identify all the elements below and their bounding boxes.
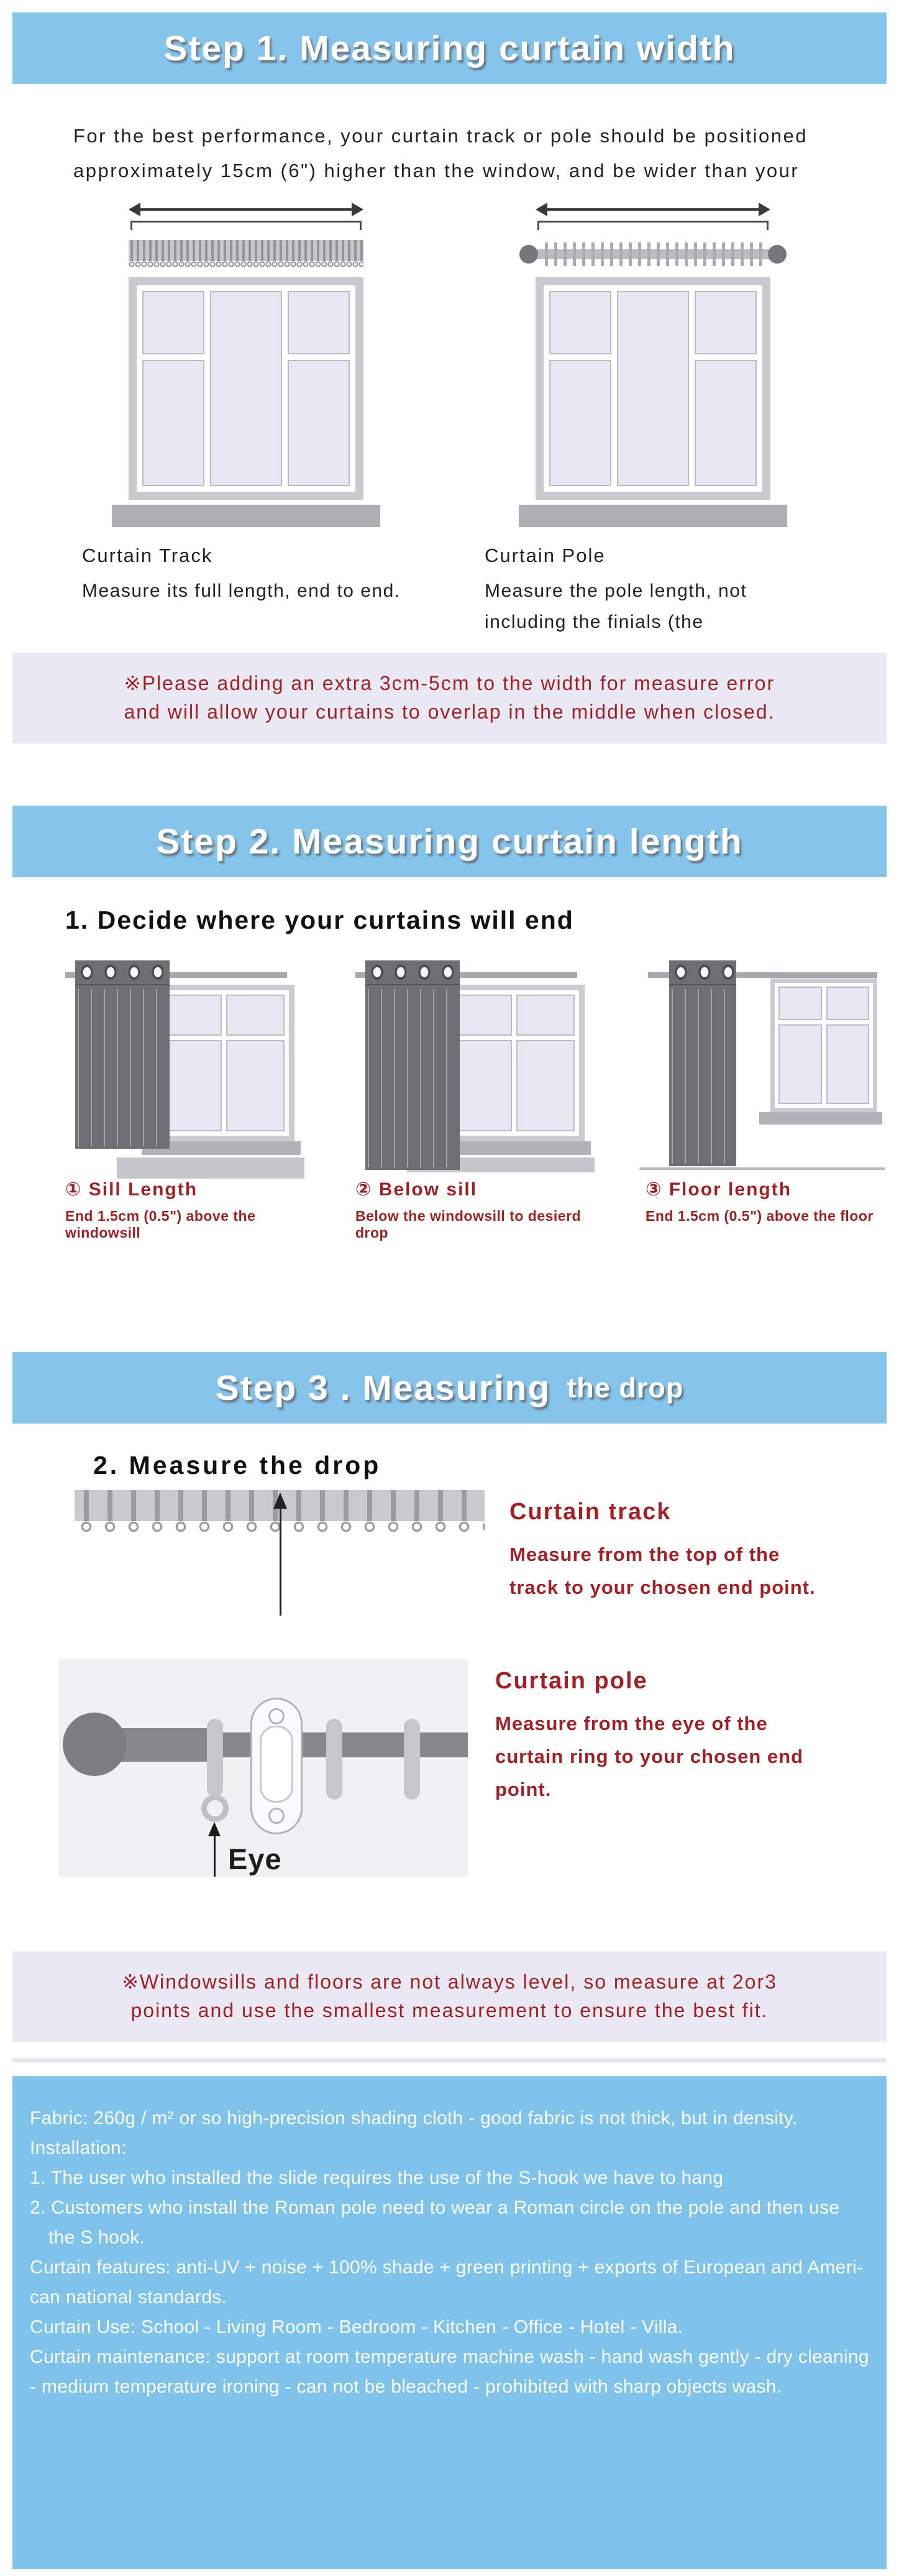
finial-icon bbox=[768, 245, 787, 264]
floor-length-illustration bbox=[639, 951, 885, 1170]
window-right-column bbox=[695, 291, 757, 486]
below-sill-title: ② Below sill bbox=[355, 1179, 478, 1200]
footer-install-step-2: 2. Customers who install the Roman pole need to wear a Roman circle on the pole and then use bbox=[30, 2197, 840, 2218]
step3-banner-title: Step 3 . Measuring bbox=[215, 1368, 551, 1408]
below-sill-desc: Below the windowsill to desierd drop bbox=[355, 1208, 582, 1241]
curtain-pole-body-2: curtain ring to your chosen end bbox=[495, 1746, 804, 1767]
curtain-pole-heading: Curtain pole bbox=[495, 1668, 648, 1694]
curtain-track-label-title: Curtain Track bbox=[82, 545, 213, 566]
curtain-pole-label bbox=[485, 545, 887, 638]
footer-features-line: Curtain features: anti-UV + noise + 100% shade + green printing + exports of European and Ameri- bbox=[30, 2257, 864, 2278]
length-option-diagrams bbox=[59, 951, 899, 1170]
step1-banner-title: Step 1. Measuring curtain width bbox=[163, 28, 736, 68]
measure-bracket-icon bbox=[130, 221, 362, 230]
window-pane bbox=[617, 291, 689, 486]
product-info-footer bbox=[12, 2076, 887, 2569]
step3-banner bbox=[12, 1352, 887, 1424]
window-pane bbox=[210, 291, 282, 486]
eye-ring-icon bbox=[207, 1719, 223, 1797]
measure-drop-heading: 2. Measure the drop bbox=[93, 1451, 381, 1479]
section-divider bbox=[12, 2058, 887, 2063]
pole-rings-icon bbox=[542, 242, 764, 266]
finial-icon bbox=[519, 245, 538, 264]
wall-bracket-icon bbox=[250, 1698, 303, 1834]
window-pane bbox=[142, 360, 204, 486]
width-diagram-labels bbox=[82, 545, 899, 638]
step3-banner-subtitle: the drop bbox=[567, 1371, 684, 1404]
footer-installation-line: Installation: bbox=[30, 2138, 127, 2158]
window-pane bbox=[288, 360, 350, 486]
track-drop-section bbox=[75, 1490, 899, 1622]
curtain-ring-icon bbox=[404, 1719, 420, 1800]
curtain-track-text bbox=[509, 1499, 816, 1622]
window-pane bbox=[826, 1024, 870, 1104]
window-illustration bbox=[536, 277, 770, 500]
footer-install-step-1: 1. The user who installed the slide requires the use of the S-hook we have to hang bbox=[30, 2168, 724, 2188]
window-pane bbox=[453, 1040, 512, 1131]
grommet-curtain-illustration bbox=[75, 960, 170, 1149]
curtain-track-label bbox=[82, 545, 485, 638]
windowsill-illustration bbox=[759, 1112, 882, 1125]
window-column bbox=[826, 987, 870, 1104]
footer-features-line-2: can national standards. bbox=[30, 2287, 227, 2307]
window-pane bbox=[778, 1024, 822, 1104]
window-pane bbox=[516, 1040, 575, 1131]
grommet-curtain-illustration bbox=[669, 960, 736, 1166]
window-pane bbox=[778, 987, 822, 1020]
grommets-icon bbox=[365, 960, 460, 985]
floor-line bbox=[639, 1167, 885, 1170]
curtain-pole-body-1: Measure from the eye of the bbox=[495, 1713, 768, 1734]
curtain-track-diagram bbox=[46, 195, 447, 527]
grommet-curtain-illustration bbox=[365, 960, 460, 1170]
curtain-track-illustration bbox=[129, 240, 363, 261]
window-pane bbox=[549, 360, 611, 486]
below-sill-illustration bbox=[349, 951, 595, 1170]
width-arrow-icon bbox=[547, 208, 759, 211]
window-column bbox=[226, 995, 285, 1131]
eye-label: Eye bbox=[228, 1842, 282, 1875]
bracket-slot bbox=[260, 1726, 293, 1803]
footer-install-step-2b: the S hook. bbox=[48, 2227, 145, 2248]
window-pane bbox=[163, 1040, 222, 1131]
curtain-track-body-2: track to your chosen end point. bbox=[509, 1576, 816, 1598]
width-arrow-icon bbox=[140, 208, 352, 211]
window-left-column bbox=[549, 291, 611, 486]
sill-length-illustration bbox=[59, 951, 304, 1170]
length-option-labels bbox=[65, 1179, 899, 1241]
window-pane bbox=[695, 291, 757, 354]
wall-ledge bbox=[117, 1157, 304, 1179]
width-diagrams bbox=[0, 195, 899, 527]
windowsill-illustration bbox=[519, 505, 787, 527]
pole-drop-section bbox=[59, 1659, 899, 1877]
curtain-track-body-1: Measure from the top of the bbox=[509, 1543, 780, 1565]
grommets-icon bbox=[75, 960, 170, 985]
footer-use-line: Curtain Use: School - Living Room - Bedroom - Kitchen - Office - Hotel - Villa. bbox=[30, 2317, 683, 2337]
step2-banner bbox=[12, 806, 887, 877]
window-column bbox=[163, 995, 222, 1131]
decide-heading: 1. Decide where your curtains will end bbox=[65, 906, 574, 934]
curtain-pole-illustration bbox=[519, 240, 787, 269]
up-arrow-icon bbox=[214, 1834, 216, 1877]
footer-fabric-line: Fabric: 260g / m² or so high-precision shading cloth - good fabric is not thick, but in density. bbox=[30, 2108, 798, 2128]
footer-maintenance-line: Curtain maintenance: support at room temperature machine wash - hand wash gently - dry cleaning bbox=[30, 2347, 869, 2367]
curtain-pole-body-3: point. bbox=[495, 1778, 552, 1800]
window-pane bbox=[142, 291, 204, 354]
window-pane bbox=[453, 995, 512, 1036]
curtain-pole-label-body-2: including the finials (the bbox=[485, 612, 704, 632]
level-note-line-1: ※Windowsills and floors are not always level, so measure at 2or3 bbox=[122, 1971, 777, 1993]
grommets-icon bbox=[669, 960, 736, 985]
step2-banner-title: Step 2. Measuring curtain length bbox=[156, 821, 743, 862]
width-note-line-1: ※Please adding an extra 3cm-5cm to the width for measure error bbox=[124, 672, 775, 694]
window-pane bbox=[163, 995, 222, 1036]
intro-text bbox=[73, 119, 899, 188]
intro-line-2: approximately 15cm (6") higher than the window, and be wider than your bbox=[73, 160, 800, 182]
window-left-column bbox=[142, 291, 204, 486]
floor-length-title: ③ Floor length bbox=[646, 1179, 792, 1200]
width-note-line-2: and will allow your curtains to overlap in the middle when closed. bbox=[124, 701, 775, 723]
curtain-ring-icon bbox=[326, 1719, 342, 1800]
window-illustration bbox=[443, 985, 585, 1141]
window-right-column bbox=[288, 291, 350, 486]
below-sill-label bbox=[355, 1179, 601, 1241]
track-glider-hooks-icon bbox=[129, 261, 363, 269]
level-note bbox=[12, 1951, 887, 2042]
sill-length-title: ① Sill Length bbox=[65, 1179, 198, 1200]
curtain-pole-label-body-1: Measure the pole length, not bbox=[485, 581, 747, 601]
window-pane bbox=[288, 291, 350, 354]
window-pane bbox=[516, 995, 575, 1036]
footer-maintenance-line-2: - medium temperature ironing - can not be bleached - prohibited with sharp objects wash. bbox=[30, 2376, 782, 2397]
curtain-pole-text bbox=[495, 1668, 803, 1877]
window-column bbox=[453, 995, 512, 1131]
window-column bbox=[516, 995, 575, 1131]
window-pane bbox=[226, 995, 285, 1036]
sill-length-label bbox=[65, 1179, 311, 1241]
sill-length-desc: End 1.5cm (0.5") above the windowsill bbox=[65, 1208, 256, 1241]
intro-line-1: For the best performance, your curtain track or pole should be positioned bbox=[73, 125, 808, 147]
window-illustration bbox=[129, 277, 363, 500]
step1-banner bbox=[12, 12, 887, 84]
curtain-track-heading: Curtain track bbox=[509, 1499, 672, 1525]
floor-length-desc: End 1.5cm (0.5") above the floor bbox=[646, 1208, 874, 1224]
window-pane bbox=[695, 360, 757, 486]
curtain-track-illustration bbox=[75, 1490, 485, 1622]
curtain-pole-label-title: Curtain Pole bbox=[485, 545, 606, 566]
measure-bracket-icon bbox=[537, 221, 769, 230]
window-pane bbox=[826, 987, 870, 1020]
width-note bbox=[12, 653, 887, 743]
window-illustration bbox=[153, 985, 294, 1141]
finial-icon bbox=[63, 1713, 126, 1776]
level-note-line-2: points and use the smallest measurement to ensure the best fit. bbox=[130, 1999, 769, 2022]
floor-length-label bbox=[646, 1179, 891, 1241]
windowsill-illustration bbox=[112, 505, 380, 527]
window-pane bbox=[226, 1040, 285, 1131]
window-column bbox=[778, 987, 822, 1104]
curtain-pole-illustration bbox=[59, 1659, 468, 1877]
curtain-track-label-body: Measure its full length, end to end. bbox=[82, 581, 401, 601]
window-illustration bbox=[770, 978, 877, 1112]
up-arrow-icon bbox=[280, 1507, 281, 1616]
window-pane bbox=[549, 291, 611, 354]
curtain-pole-diagram bbox=[453, 195, 854, 527]
